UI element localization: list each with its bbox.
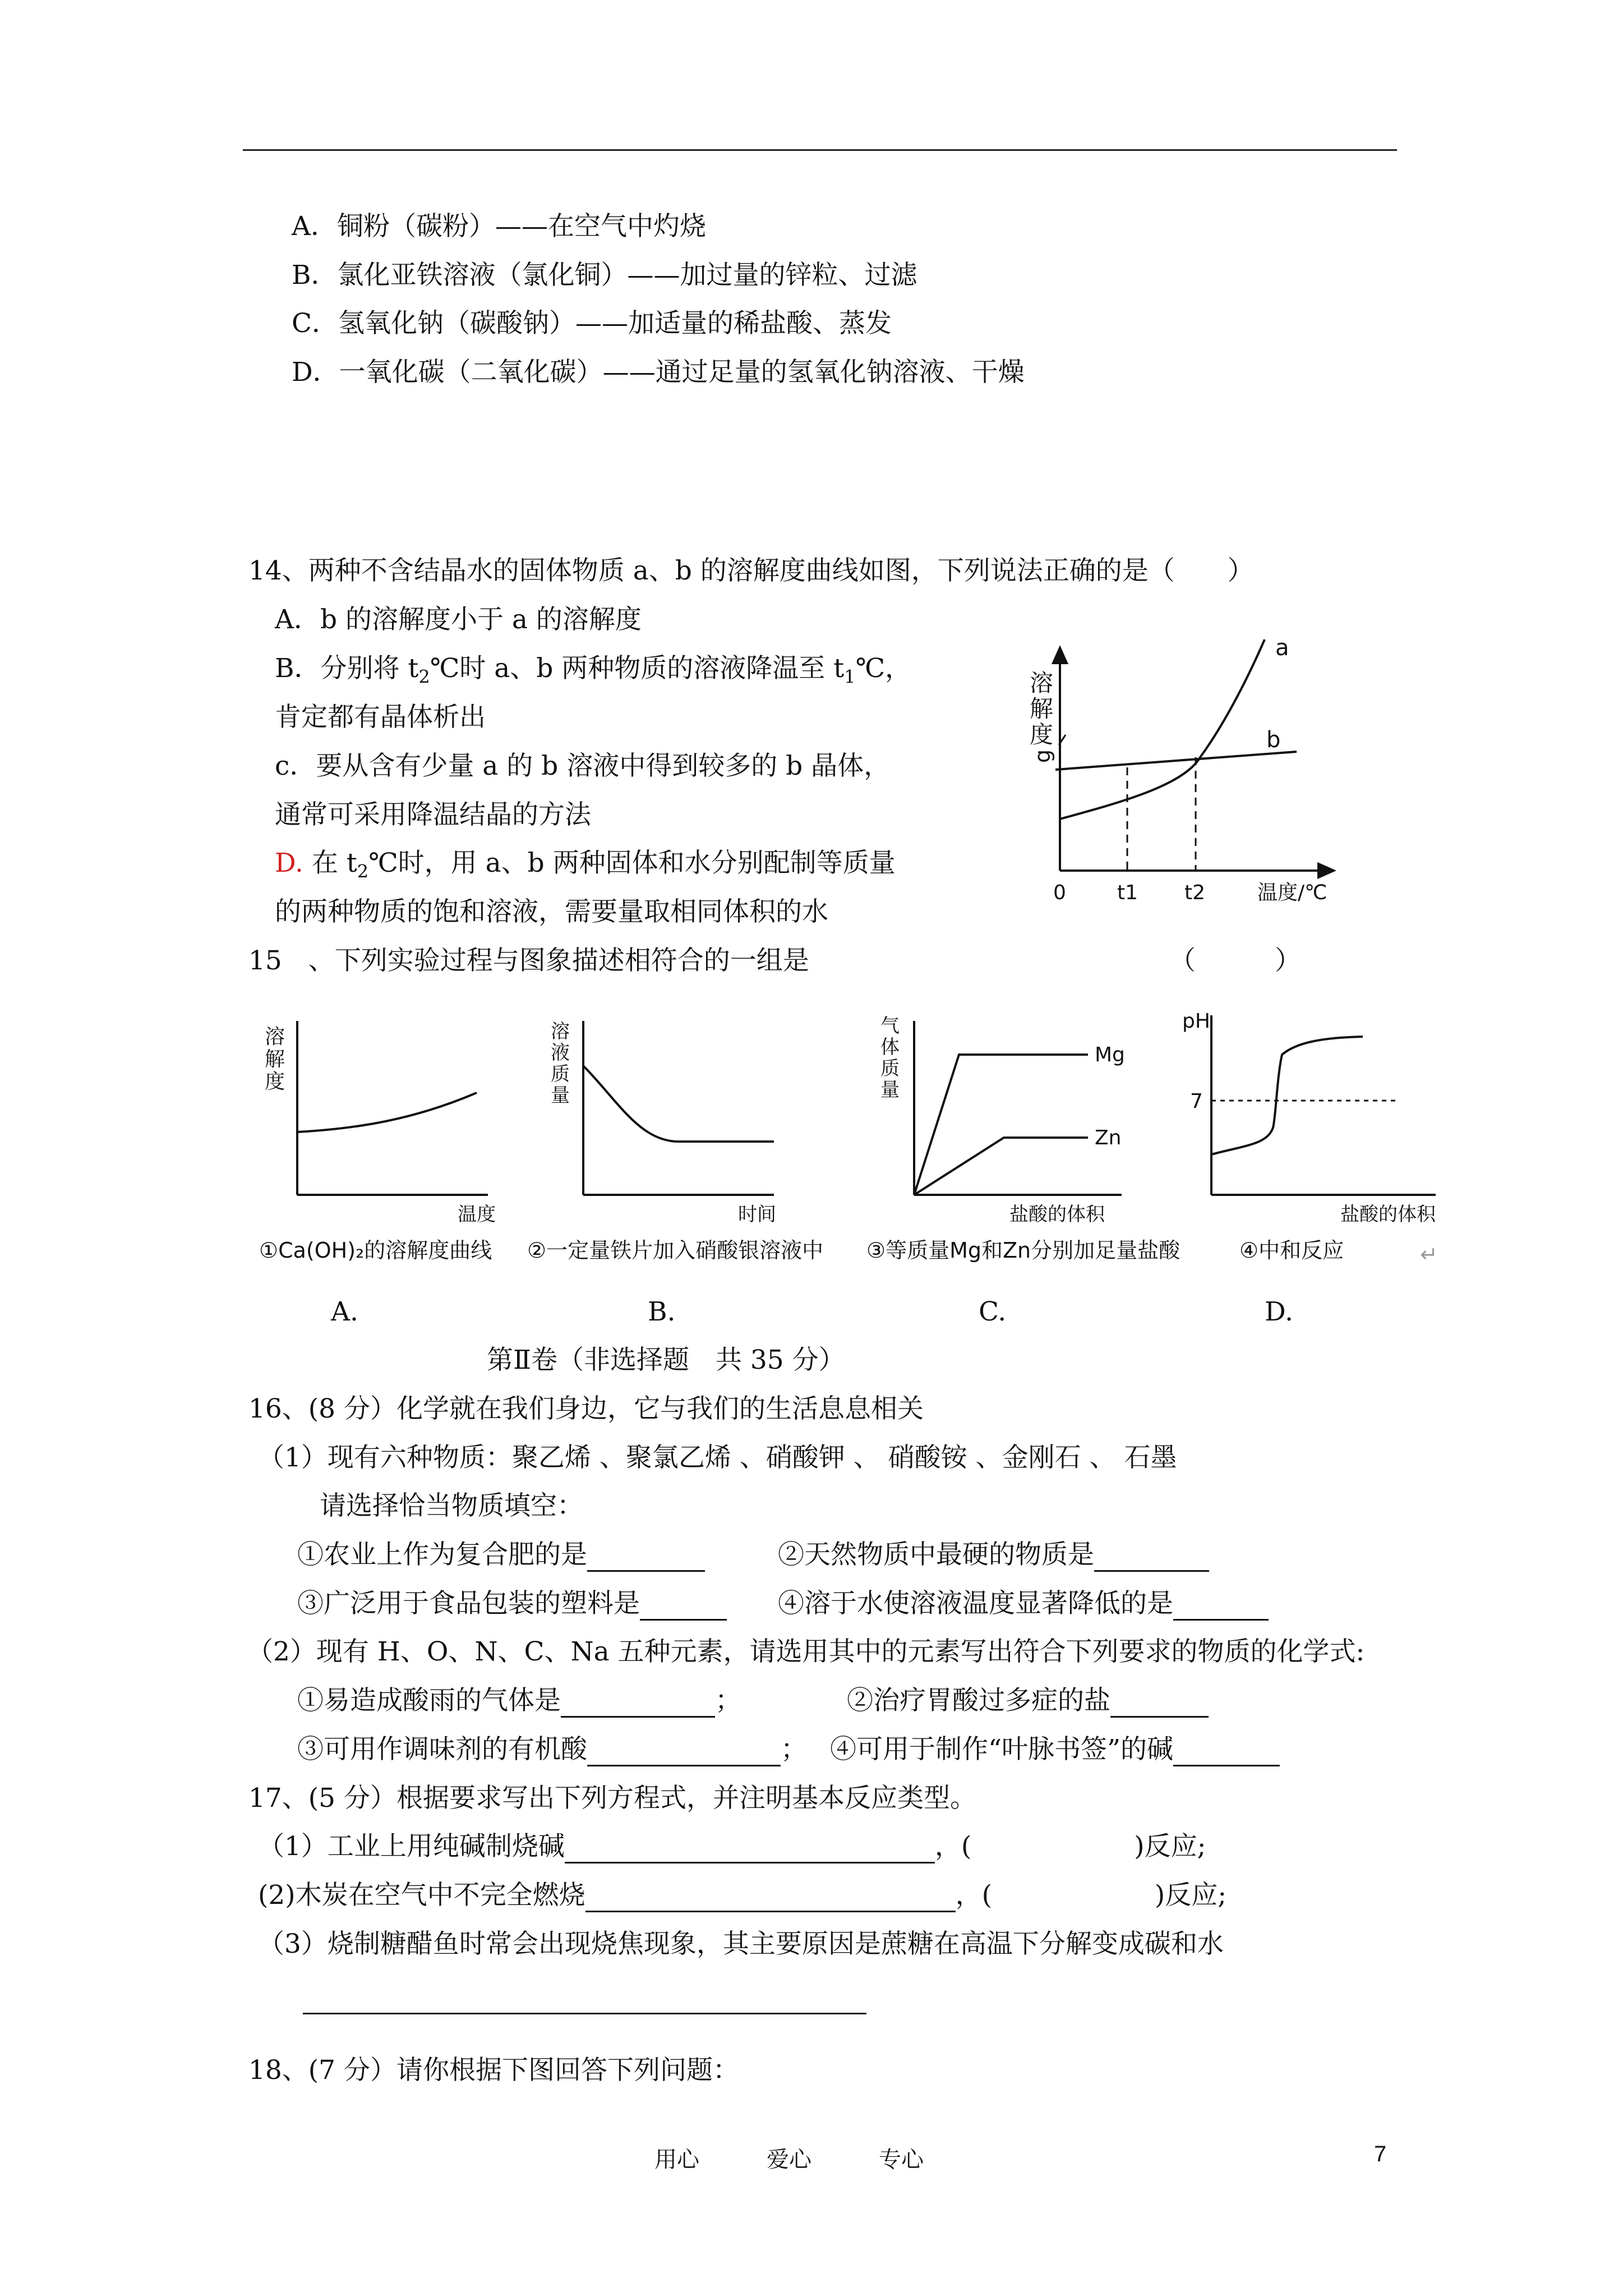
q15c-ylabel-3: 质 (880, 1057, 900, 1080)
q15b-ylabel-3: 质 (551, 1063, 570, 1085)
q13-option-d: D．一氧化碳（二氧化碳）——通过足量的氢氧化钠溶液、干燥 (292, 357, 1025, 388)
q14-graph-ylabel-3: 度 (1030, 721, 1054, 748)
q13-option-a: A．铜粉（碳粉）——在空气中灼烧 (292, 211, 706, 242)
q17-equation-2: (2)木炭在空气中不完全燃烧 ，( )反应; (258, 1879, 1227, 1912)
q14-origin-label: 0 (1053, 881, 1066, 904)
q15c-ylabel-4: 量 (880, 1079, 900, 1101)
q15-graph-d (1172, 1004, 1464, 1228)
q14-option-c-cont: 通常可采用降温结晶的方法 (275, 799, 591, 830)
q16-answer-blank-4[interactable] (1173, 1594, 1269, 1621)
q15c-mg-label: Mg (1095, 1043, 1125, 1066)
q14-graph-ylabel-1: 溶 (1030, 669, 1054, 697)
q14-solubility-graph (1009, 617, 1357, 931)
q15c-zn-label: Zn (1095, 1126, 1122, 1149)
q13-option-c: C．氢氧化钠（碳酸钠）——加适量的稀盐酸、蒸发 (292, 308, 892, 339)
q17-part3: （3）烧制糖醋鱼时常会出现烧焦现象，其主要原因是蔗糖在高温下分解变成碳和水 (258, 1929, 1224, 1959)
q15d-ylabel: pH (1182, 1010, 1210, 1033)
q15-graph-c (875, 1004, 1155, 1228)
q16-answer-blank-1[interactable] (587, 1545, 705, 1572)
q15b-ylabel-4: 量 (551, 1084, 570, 1107)
q17-equation-blank-1[interactable] (565, 1837, 935, 1864)
q14-xlabel: 温度/℃ (1257, 881, 1327, 904)
q15b-caption: ②一定量铁片加入硝酸银溶液中 (527, 1238, 824, 1263)
q14-option-b: B．分别将 $t_2℃$时 a、b 两种物质的溶液降温至 $t_1℃$， (275, 653, 912, 688)
q15c-caption: ③等质量Mg和Zn分别加足量盐酸 (866, 1238, 1181, 1263)
q15d-caption: ④中和反应 (1239, 1238, 1344, 1263)
q17-equation-blank-2[interactable] (585, 1886, 956, 1912)
q16-fill-1: ①农业上作为复合肥的是 (297, 1538, 705, 1572)
q15-graph-a (258, 1004, 505, 1228)
q16-part1-instruction: 请选择恰当物质填空： (320, 1490, 583, 1521)
q17-stem: 17、(5 分）根据要求写出下列方程式，并注明基本反应类型。 (248, 1783, 976, 1814)
q14-option-b-cont: 肯定都有晶体析出 (275, 702, 486, 733)
q15c-xlabel: 盐酸的体积 (1009, 1203, 1105, 1226)
q15c-ylabel-1: 气 (880, 1015, 900, 1037)
header-rule (243, 149, 1397, 151)
q16-answer-blank-2[interactable] (1094, 1545, 1209, 1572)
q14-option-d-cont: 的两种物质的饱和溶液，需要量取相同体积的水 (275, 896, 828, 927)
q16-formula-blank-2[interactable] (1110, 1691, 1209, 1718)
q14-option-c: c．要从含有少量 a 的 b 溶液中得到较多的 b 晶体， (275, 751, 891, 781)
footer-text-1: 用心 (654, 2147, 699, 2173)
q15d-seven-label: 7 (1190, 1090, 1203, 1113)
q16-formula-4: ④可用于制作“叶脉书签”的碱 (830, 1733, 1280, 1766)
q16-fill-3: ③广泛用于食品包装的塑料是 (297, 1587, 727, 1621)
q14-option-a: A．b 的溶解度小于 a 的溶解度 (275, 604, 642, 635)
q16-fill-4: ④溶于水使溶液温度显著降低的是 (778, 1587, 1269, 1621)
q15-answer-paren: （ ） (1169, 945, 1301, 976)
q15-label-a: A. (331, 1296, 358, 1327)
q14-stem: 14、两种不含结晶水的固体物质 a、b 的溶解度曲线如图，下列说法正确的是（ ） (248, 555, 1254, 586)
page-number: 7 (1374, 2142, 1387, 2166)
q15a-ylabel-3: 度 (265, 1070, 285, 1093)
q16-part2: （2）现有 H、O、N、C、Na 五种元素，请选用其中的元素写出符合下列要求的物质的化学式: (247, 1636, 1365, 1667)
q17-answer-line[interactable] (303, 2013, 866, 2014)
q17-type-blank-1[interactable] (971, 1839, 1134, 1864)
q14-curve-a-label: a (1275, 635, 1289, 661)
q15-stem: 15 、下列实验过程与图象描述相符合的一组是 (248, 945, 809, 976)
q16-formula-blank-1[interactable] (561, 1691, 715, 1718)
q15a-caption: ①Ca(OH)₂的溶解度曲线 (259, 1238, 492, 1263)
q16-formula-1: ①易造成酸雨的气体是 ； (297, 1684, 741, 1718)
q14-answer-mark: D. (275, 848, 303, 878)
q15b-ylabel-2: 液 (551, 1042, 570, 1064)
q16-stem: 16、(8 分）化学就在我们身边，它与我们的生活息息相关 (248, 1393, 924, 1424)
q13-option-b: B．氯化亚铁溶液（氯化铜）——加过量的锌粒、过滤 (292, 260, 917, 291)
footer-text-2: 爱心 (767, 2147, 811, 2173)
q16-formula-2: ②治疗胃酸过多症的盐 (847, 1684, 1209, 1718)
q15b-ylabel-1: 溶 (551, 1020, 570, 1043)
q17-equation-1: （1）工业上用纯碱制烧碱 ，( )反应; (258, 1830, 1206, 1864)
q16-part1: （1）现有六种物质：聚乙烯 、聚氯乙烯 、硝酸钾 、 硝酸铵 、金刚石 、 石墨 (258, 1442, 1177, 1473)
q15-label-b: B. (648, 1296, 676, 1327)
q15c-ylabel-2: 体 (880, 1036, 900, 1059)
q15d-xlabel: 盐酸的体积 (1340, 1203, 1436, 1226)
q14-graph-ylabel-2: 解 (1030, 695, 1054, 723)
q15b-xlabel: 时间 (738, 1203, 776, 1226)
q15-label-d: D. (1265, 1296, 1293, 1327)
q16-formula-blank-4[interactable] (1173, 1740, 1280, 1766)
return-mark: ↵ (1420, 1242, 1438, 1267)
q16-answer-blank-3[interactable] (640, 1594, 727, 1621)
q16-formula-3: ③可用作调味剂的有机酸 ； (297, 1733, 807, 1766)
q17-type-blank-2[interactable] (992, 1888, 1155, 1912)
q14-t2-label: t2 (1184, 881, 1206, 904)
section-2-heading: 第Ⅱ卷（非选择题 共 35 分） (487, 1345, 845, 1375)
q14-t1-label: t1 (1117, 881, 1138, 904)
q15a-xlabel: 温度 (458, 1203, 496, 1226)
q15-graph-b (538, 1004, 796, 1228)
q18-stem: 18、(7 分）请你根据下图回答下列问题： (248, 2055, 739, 2086)
q16-fill-2: ②天然物质中最硬的物质是 (778, 1538, 1209, 1572)
q15-label-c: C. (979, 1296, 1007, 1327)
q14-curve-b-label: b (1266, 727, 1281, 753)
q14-option-d: D. 在 $t_2℃$时，用 a、b 两种固体和水分别配制等质量 (275, 848, 896, 882)
q15a-ylabel-1: 溶 (265, 1025, 285, 1048)
q16-formula-blank-3[interactable] (587, 1740, 781, 1766)
footer-text-3: 专心 (879, 2147, 924, 2173)
q15a-ylabel-2: 解 (265, 1048, 285, 1071)
q14-graph-ylabel-unit: g (1030, 749, 1055, 763)
